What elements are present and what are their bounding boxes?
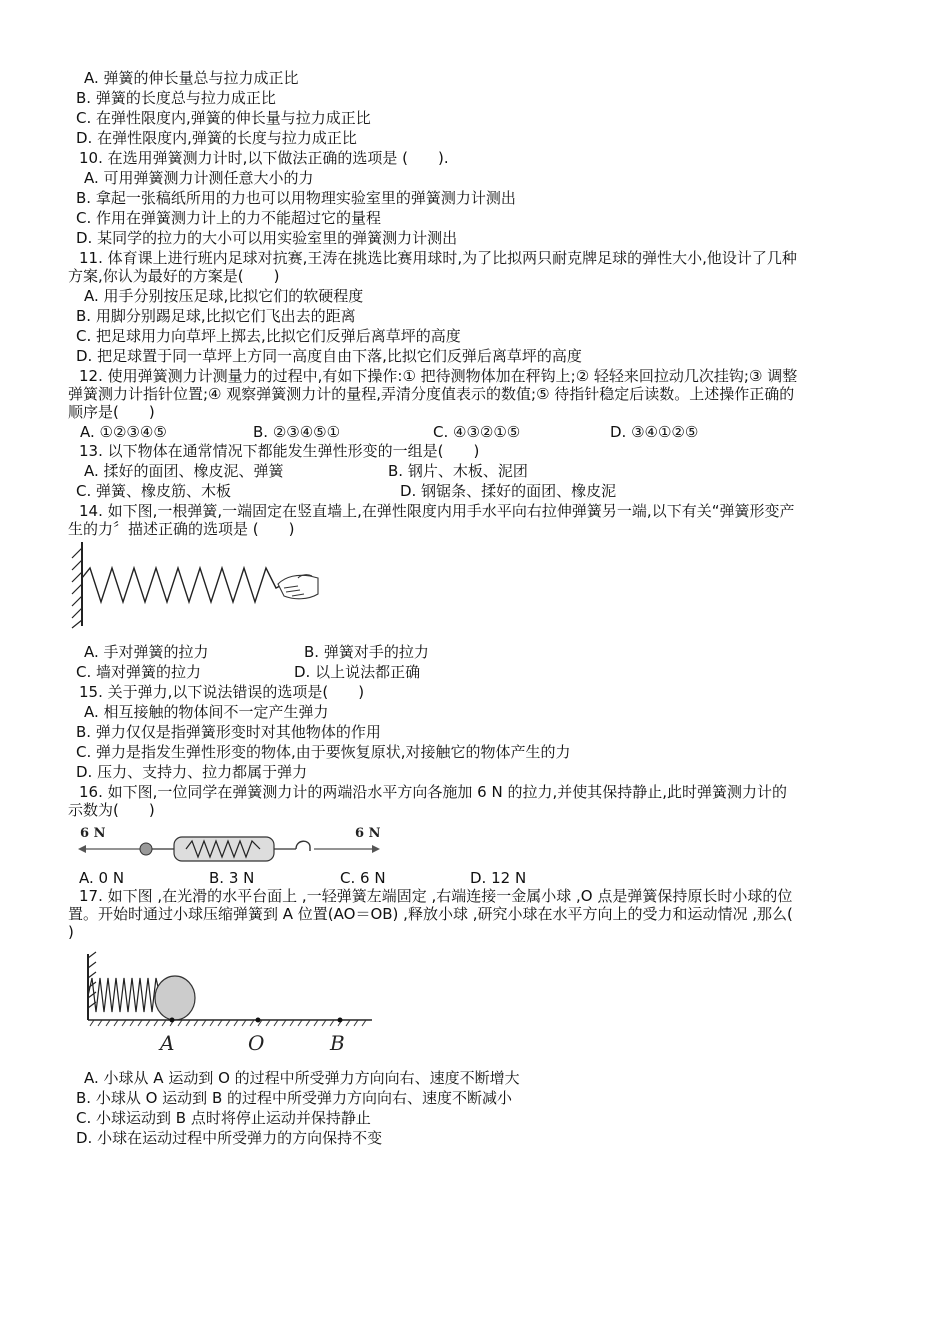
q14-option-a: A. 手对弹簧的拉力 [84,643,209,661]
right-force-label: 6 N [355,826,381,841]
q9-option-b: B. 弹簧的长度总与拉力成正比 [76,89,276,107]
point-b-marker [338,1018,343,1023]
q14-option-b: B. 弹簧对手的拉力 [304,643,429,661]
point-a-marker [170,1018,175,1023]
point-b-label: B [330,1031,345,1055]
ring-icon [140,843,152,855]
q16-option-b: B. 3 N [209,869,255,887]
left-arrow-icon [78,845,144,853]
left-force-label: 6 N [80,826,106,841]
q17-stem-line1: 17. 如下图 ,在光滑的水平台面上 ,一轻弹簧左端固定 ,右端连接一金属小球 ,O 点是弹簧保持原长时小球的位 [79,887,793,905]
q12-stem-line2: 弹簧测力计指针位置;④ 观察弹簧测力计的量程,弄清分度值表示的数值;⑤ 待指针稳定后读数。上述操作正确的 [68,385,795,403]
q13-option-d: D. 钢锯条、揉好的面团、橡皮泥 [400,482,617,500]
q11-stem-line2: 方案,你认为最好的方案是( ) [68,267,280,285]
spring-scale-figure [74,821,384,863]
q13-stem: 13. 以下物体在通常情况下都能发生弹性形变的一组是( ) [79,442,480,460]
hand-icon [278,575,318,599]
q11-option-c: C. 把足球用力向草坪上掷去,比拟它们反弹后离草坪的高度 [76,327,461,345]
q14-option-c: C. 墙对弹簧的拉力 [76,663,202,681]
q10-stem: 10. 在选用弹簧测力计时,以下做法正确的选项是 ( ). [79,149,449,167]
wall-icon [72,542,82,628]
q11-option-d: D. 把足球置于同一草坪上方同一高度自由下落,比拟它们反弹后离草坪的高度 [76,347,582,365]
q10-option-c: C. 作用在弹簧测力计上的力不能超过它的量程 [76,209,382,227]
spring-ball-figure [80,948,380,1056]
q16-option-c: C. 6 N [340,869,386,887]
point-o-label: O [248,1031,265,1055]
table-surface [88,1020,372,1026]
point-a-label: A [160,1031,175,1055]
q13-option-c: C. 弹簧、橡皮筋、木板 [76,482,232,500]
q10-option-d: D. 某同学的拉力的大小可以用实验室里的弹簧测力计测出 [76,229,458,247]
q9-option-c: C. 在弹性限度内,弹簧的伸长量与拉力成正比 [76,109,371,127]
right-arrow-icon [314,845,380,853]
q15-option-a: A. 相互接触的物体间不一定产生弹力 [84,703,329,721]
scale-body-icon [174,837,274,861]
q17-stem-line2: 置。开始时通过小球压缩弹簧到 A 位置(AO＝OB) ,释放小球 ,研究小球在水平方向上的受力和运动情况 ,那么( [68,905,793,923]
q12-option-b: B. ②③④⑤① [253,423,341,441]
q16-option-a: A. 0 N [79,869,125,887]
ball-icon [155,976,195,1020]
q14-option-d: D. 以上说法都正确 [294,663,421,681]
q12-option-a: A. ①②③④⑤ [80,423,167,441]
point-o-marker [256,1018,261,1023]
q9-option-a: A. 弹簧的伸长量总与拉力成正比 [84,69,299,87]
q17-option-b: B. 小球从 O 运动到 B 的过程中所受弹力方向向右、速度不断减小 [76,1089,512,1107]
q17-stem-line3: ) [68,923,74,941]
q15-option-d: D. 压力、支持力、拉力都属于弹力 [76,763,308,781]
q11-stem-line1: 11. 体育课上进行班内足球对抗赛,王涛在挑选比赛用球时,为了比拟两只耐克牌足球的弹性大小,他设计了几种 [79,249,797,267]
hook-icon [296,841,310,851]
q12-stem-line3: 顺序是( ) [68,403,155,421]
q9-option-d: D. 在弹性限度内,弹簧的长度与拉力成正比 [76,129,357,147]
wall-icon [88,952,96,1020]
q10-option-a: A. 可用弹簧测力计测任意大小的力 [84,169,314,187]
q13-option-b: B. 钢片、木板、泥团 [388,462,528,480]
q13-option-a: A. 揉好的面团、橡皮泥、弹簧 [84,462,284,480]
q15-option-b: B. 弹力仅仅是指弹簧形变时对其他物体的作用 [76,723,381,741]
q15-stem: 15. 关于弹力,以下说法错误的选项是( ) [79,683,365,701]
q17-option-a: A. 小球从 A 运动到 O 的过程中所受弹力方向向右、速度不断增大 [84,1069,520,1087]
q12-option-d: D. ③④①②⑤ [610,423,699,441]
q16-stem-line1: 16. 如下图,一位同学在弹簧测力计的两端沿水平方向各施加 6 N 的拉力,并使其保持静止,此时弹簧测力计的 [79,783,788,801]
compressed-spring-icon [88,978,160,1012]
spring-icon [82,568,284,602]
q11-option-b: B. 用脚分别踢足球,比拟它们飞出去的距离 [76,307,356,325]
spring-wall-hand-figure [66,540,326,630]
q14-stem-line2: 生的力〞描述正确的选项是 ( ) [68,520,295,538]
q16-option-d: D. 12 N [470,869,527,887]
q11-option-a: A. 用手分别按压足球,比拟它们的软硬程度 [84,287,364,305]
q14-stem-line1: 14. 如下图,一根弹簧,一端固定在竖直墙上,在弹性限度内用手水平向右拉伸弹簧另一端,以下有关“弹簧形变产 [79,502,795,520]
q12-option-c: C. ④③②①⑤ [433,423,521,441]
q17-option-c: C. 小球运动到 B 点时将停止运动并保持静止 [76,1109,371,1127]
q15-option-c: C. 弹力是指发生弹性形变的物体,由于要恢复原状,对接触它的物体产生的力 [76,743,571,761]
q12-stem-line1: 12. 使用弹簧测力计测量力的过程中,有如下操作:① 把待测物体加在秤钩上;② 轻轻来回拉动几次挂钩;③ 调整 [79,367,798,385]
q16-stem-line2: 示数为( ) [68,801,155,819]
q17-option-d: D. 小球在运动过程中所受弹力的方向保持不变 [76,1129,383,1147]
q10-option-b: B. 拿起一张稿纸所用的力也可以用物理实验室里的弹簧测力计测出 [76,189,516,207]
